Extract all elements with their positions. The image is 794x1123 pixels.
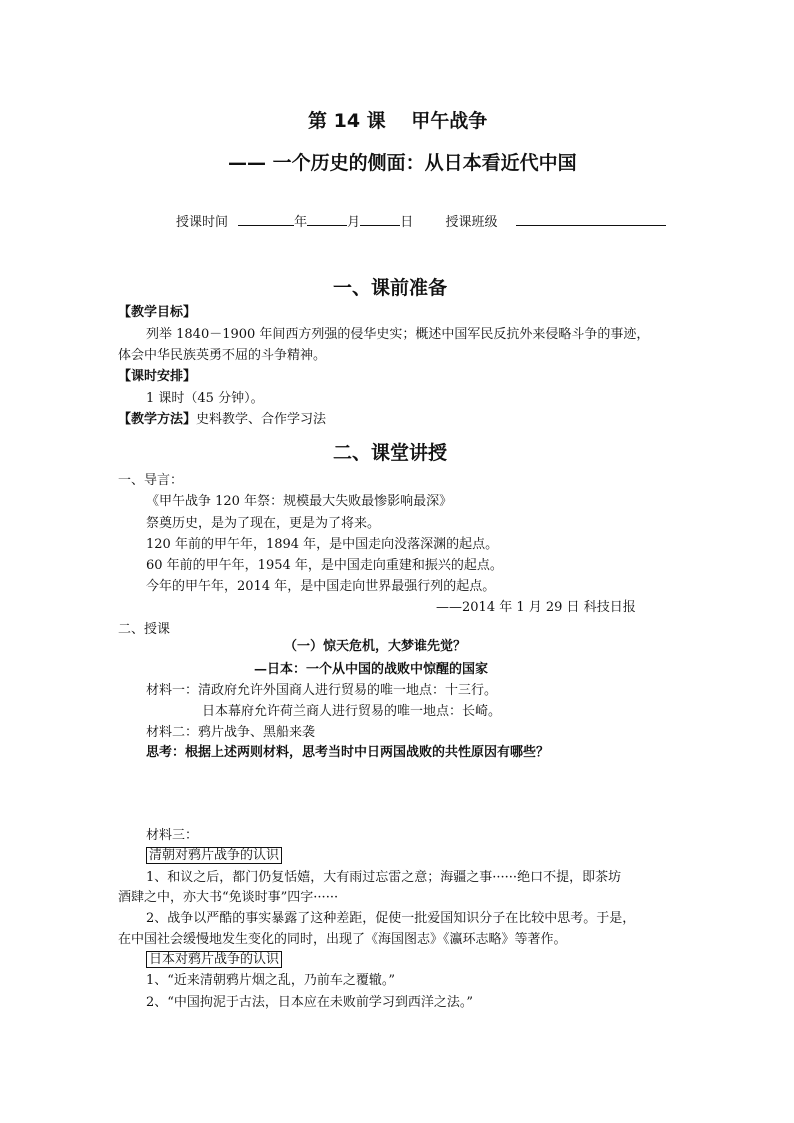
month-blank[interactable] (307, 212, 347, 226)
japan-view-title: 日本对鸦片战争的认识 (146, 951, 282, 968)
intro-line: 120 年前的甲午年，1894 年，是中国走向没落深渊的起点。 (146, 537, 499, 552)
hours-text: 1 课时（45 分钟）。 (146, 391, 264, 406)
goals-text-line1: 列举 1840－1900 年间西方列强的侵华史实；概述中国军民反抗外来侵略斗争的事迹， (146, 327, 650, 342)
sub-heading-1: （一）惊天危机，大梦谁先觉？ (284, 639, 467, 654)
hours-label: 【课时安排】 (118, 369, 197, 384)
qing-view-box (146, 846, 282, 866)
lesson-subtitle: —— 一个历史的侧面：从日本看近代中国 (228, 152, 577, 174)
lesson-title: 第 14 课 甲午战争 (308, 110, 488, 132)
method-label: 【教学方法】 (118, 412, 197, 427)
sub-heading-2: —日本：一个从中国的战败中惊醒的国家 (254, 662, 489, 677)
qing-point-1a: 1、和议之后，都门仍复恬嬉，大有雨过忘雷之意；海疆之事······绝口不提，即茶坊 (146, 870, 622, 885)
qing-point-1b: 酒肆之中，亦大书“免谈时事”四字······ (118, 890, 339, 905)
material3-label: 材料三： (146, 828, 199, 843)
goals-text-line2: 体会中华民族英勇不屈的斗争精神。 (118, 348, 327, 363)
material1-line1: 材料一：清政府允许外国商人进行贸易的唯一地点：十三行。 (146, 683, 498, 698)
question: 思考：根据上述两则材料，思考当时中日两国战败的共性原因有哪些？ (146, 745, 550, 760)
intro-source: ——2014 年 1 月 29 日 科技日报 (436, 600, 636, 615)
method-line (118, 410, 326, 430)
japan-point-2: 2、“中国拘泥于古法，日本应在未败前学习到西洋之法。” (146, 995, 474, 1010)
goals-label: 【教学目标】 (118, 305, 197, 320)
lecture-label: 二、授课 (118, 622, 171, 637)
section-heading-prep: 一、课前准备 (333, 277, 448, 299)
class-blank[interactable] (516, 212, 666, 226)
intro-line: 今年的甲午年，2014 年，是中国走向世界最强行列的起点。 (146, 579, 496, 594)
day-label: 日 (400, 215, 414, 230)
time-label: 授课时间 (176, 215, 229, 230)
method-text: 史料教学、合作学习法 (196, 412, 327, 427)
year-blank[interactable] (238, 212, 294, 226)
intro-label: 一、导言： (118, 473, 184, 488)
intro-line: 60 年前的甲午年，1954 年，是中国走向重建和振兴的起点。 (146, 558, 503, 573)
material1-line2: 日本幕府允许荷兰商人进行贸易的唯一地点：长崎。 (202, 704, 502, 719)
month-label: 月 (347, 215, 361, 230)
intro-line: 《甲午战争 120 年祭：规模最大失败最惨影响最深》 (146, 494, 453, 509)
qing-point-2a: 2、战争以严酷的事实暴露了这种差距，促使一批爱国知识分子在比较中思考。于是， (146, 911, 636, 926)
qing-view-title: 清朝对鸦片战争的认识 (146, 847, 282, 864)
year-label: 年 (294, 215, 308, 230)
japan-view-box (146, 950, 282, 970)
qing-point-2b: 在中国社会缓慢地发生变化的同时，出现了《海国图志》《瀛环志略》等著作。 (118, 932, 567, 947)
schedule-line (176, 212, 666, 233)
section-heading-lecture: 二、课堂讲授 (333, 442, 448, 464)
class-label: 授课班级 (445, 215, 498, 230)
material2: 材料二：鸦片战争、黑船来袭 (146, 725, 316, 740)
intro-line: 祭奠历史，是为了现在，更是为了将来。 (146, 516, 381, 531)
japan-point-1: 1、“近来清朝鸦片烟之乱，乃前车之覆辙。” (146, 973, 396, 988)
day-blank[interactable] (360, 212, 400, 226)
